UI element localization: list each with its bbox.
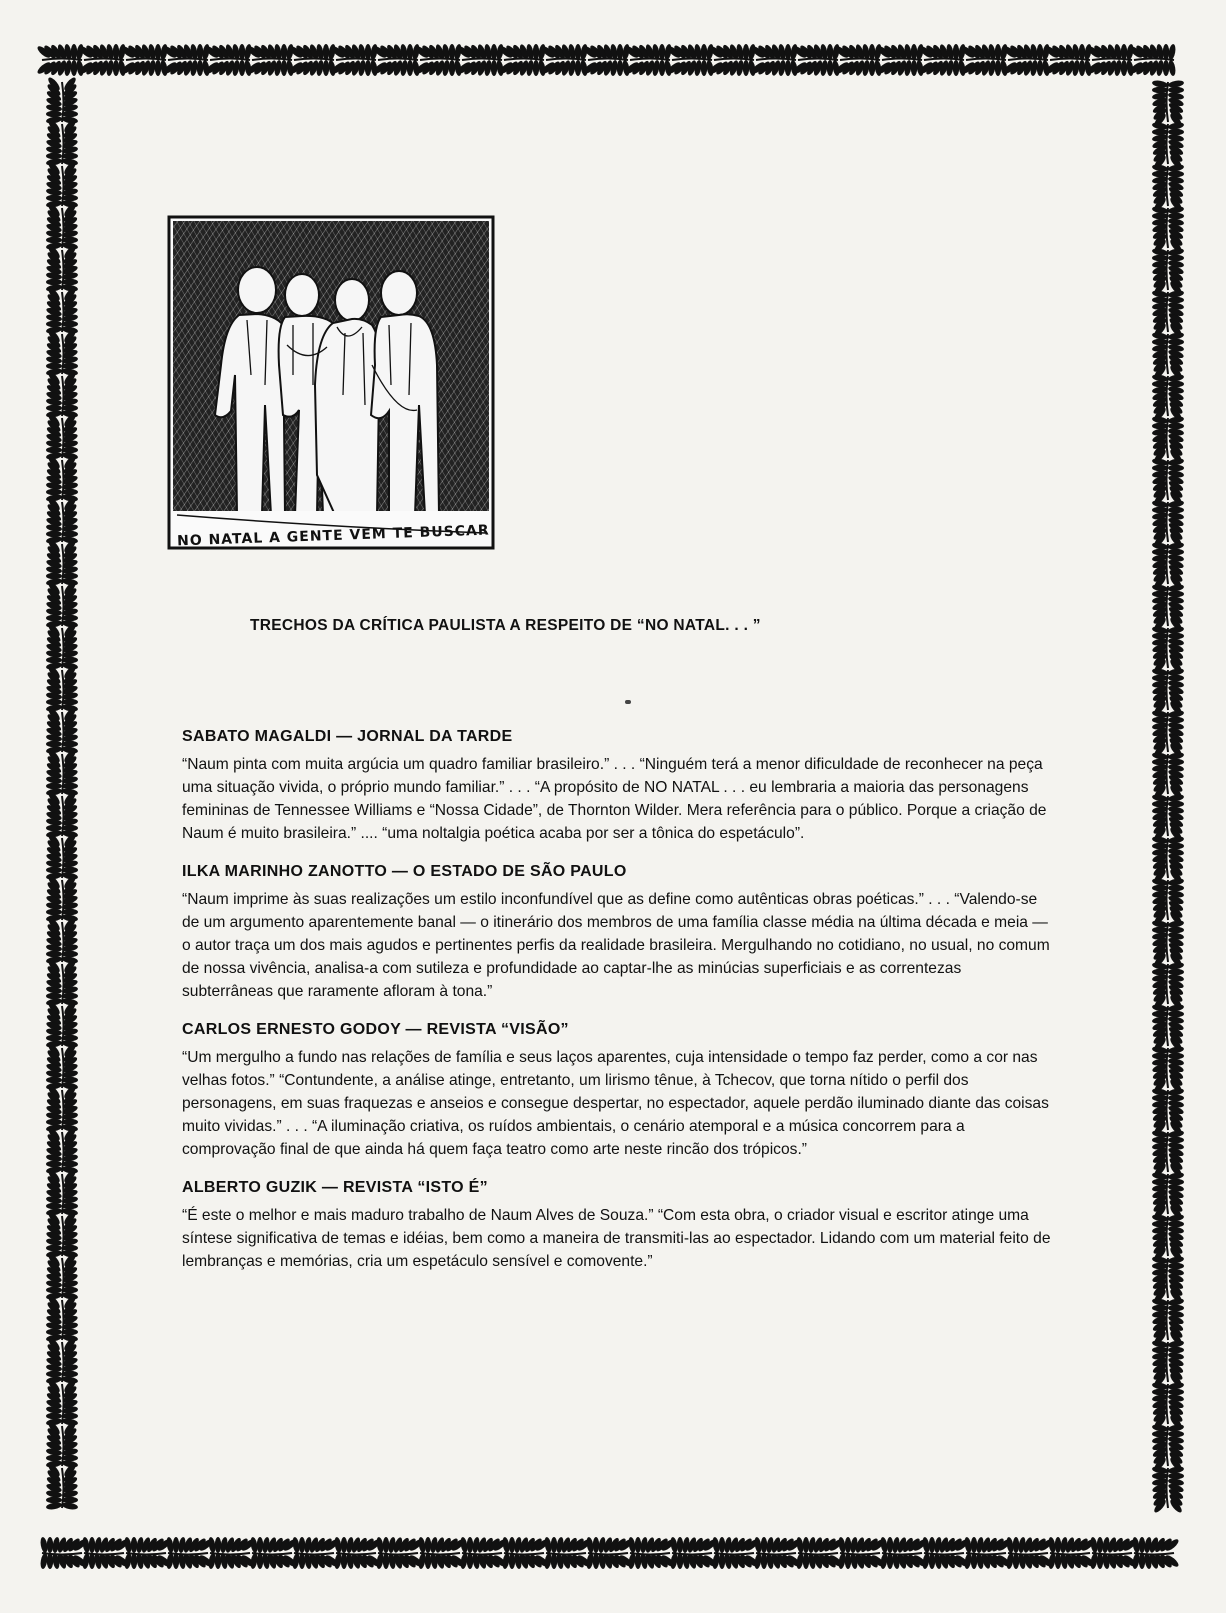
laurel-sprig [45,1336,78,1385]
laurel-sprig [1151,877,1184,926]
laurel-sprig [582,43,631,76]
laurel-sprig [45,538,78,587]
laurel-sprig [45,118,78,167]
laurel-sprig [1151,1003,1184,1052]
laurel-sprig [207,1536,256,1569]
review-quote: “Naum pinta com muita argúcia um quadro familiar brasileiro.” . . . “Ninguém terá a menor dificuldade de reconhecer na peça uma situação vivida, o próprio mundo familiar.” . . . “A propósito de NO NATAL . . . eu lembraria a maioria das personagens femininas de Tennessee Williams e “Nossa Cidade”, de Thornton Wilder. Mera referência para o público. Porque a criação de Naum é muito brasileira.” .... “uma noltalgia poética acaba por ser a tônica do espetáculo”. [182,756,1047,842]
laurel-sprig [666,43,715,76]
laurel-sprig [45,286,78,335]
laurel-sprig [879,1536,928,1569]
laurel-sprig [1151,121,1184,170]
laurel-sprig [1002,43,1051,76]
laurel-sprig [45,874,78,923]
laurel-sprig [45,832,78,881]
laurel-sprig [918,43,967,76]
laurel-sprig [1151,961,1184,1010]
laurel-sprig [45,1210,78,1259]
laurel-sprig [1151,625,1184,674]
laurel-sprig [246,43,295,76]
laurel-sprig [45,202,78,251]
laurel-sprig [1151,247,1184,296]
laurel-sprig [960,43,1009,76]
laurel-sprig [45,622,78,671]
laurel-sprig [750,43,799,76]
laurel-sprig [1089,1536,1138,1569]
laurel-sprig [1151,709,1184,758]
laurel-sprig [1151,1213,1184,1262]
laurel-sprig [1151,205,1184,254]
laurel-sprig [45,790,78,839]
laurel-sprig [1128,43,1177,76]
laurel-sprig [45,1000,78,1049]
laurel-sprig [45,160,78,209]
laurel-sprig [39,1536,88,1569]
laurel-sprig [162,43,211,76]
laurel-sprig [165,1536,214,1569]
review-quote: “Naum imprime às suas realizações um estilo inconfundível que as define como autênticas obras poéticas.” . . . “Valendo-se de um argumento aparentemente banal — o itinerário dos membros de uma família classe média na última década e meia — o autor traça um dos mais agudos e pertinentes perfis da realidade brasileira. Mergulhando no cotidiano, no usual, no comum de nossa vivência, analisa-a com sutileza e profundidade ao captar-lhe as minúcias superficiais e as correntezas subterrâneas que raramente afloram à tona.” [182,891,1050,1000]
laurel-sprig [585,1536,634,1569]
laurel-sprig [1151,1045,1184,1094]
critic-name: ALBERTO GUZIK — REVISTA “ISTO É” [182,1179,488,1196]
laurel-sprig [1151,499,1184,548]
laurel-sprig [1151,163,1184,212]
laurel-sprig [36,43,85,76]
laurel-sprig [1151,1297,1184,1346]
laurel-sprig [792,43,841,76]
laurel-sprig [1151,1129,1184,1178]
laurel-sprig [1151,331,1184,380]
laurel-sprig [45,1462,78,1511]
laurel-sprig [456,43,505,76]
laurel-sprig [1151,457,1184,506]
laurel-sprig [1047,1536,1096,1569]
laurel-sprig [78,43,127,76]
laurel-sprig [1151,289,1184,338]
laurel-sprig [291,1536,340,1569]
play-illustration [167,215,495,550]
laurel-sprig [921,1536,970,1569]
laurel-sprig [45,706,78,755]
laurel-sprig [708,43,757,76]
laurel-sprig [1151,793,1184,842]
laurel-sprig [501,1536,550,1569]
laurel-sprig [45,1168,78,1217]
laurel-sprig [45,664,78,713]
laurel-sprig [45,1126,78,1175]
laurel-sprig [123,1536,172,1569]
laurel-sprig [1151,1255,1184,1304]
laurel-sprig [45,244,78,293]
page-heading: TRECHOS DA CRÍTICA PAULISTA A RESPEITO DE “NO NATAL. . . ” [250,617,761,634]
laurel-sprig [45,1420,78,1469]
laurel-sprig [45,580,78,629]
laurel-sprig [375,1536,424,1569]
laurel-sprig [45,76,78,125]
four-figures-sketch-icon [167,215,495,550]
review-zanotto [182,863,1052,1003]
ink-mark [625,700,631,704]
laurel-sprig [45,328,78,377]
laurel-sprig [45,1084,78,1133]
laurel-sprig [834,43,883,76]
illustration-caption: NO NATAL A GENTE VEM TE BUSCAR [176,522,490,550]
laurel-sprig [711,1536,760,1569]
laurel-sprig [333,1536,382,1569]
laurel-sprig [1151,1381,1184,1430]
laurel-sprig [1151,583,1184,632]
laurel-sprig [624,43,673,76]
laurel-sprig [1151,79,1184,128]
laurel-sprig [45,454,78,503]
review-quote: “É este o melhor e mais maduro trabalho de Naum Alves de Souza.” “Com esta obra, o criador visual e escritor atinge uma síntese significativa de temas e idéias, bem como a maneira de transmiti-las ao espectador. Lidando com um material feito de lembranças e memórias, cria um espetáculo sensível e comovente.” [182,1207,1051,1270]
laurel-sprig [1005,1536,1054,1569]
laurel-sprig [627,1536,676,1569]
laurel-sprig [543,1536,592,1569]
laurel-sprig [837,1536,886,1569]
critic-name: SABATO MAGALDI — JORNAL DA TARDE [182,728,513,745]
laurel-sprig [669,1536,718,1569]
critic-name: CARLOS ERNESTO GODOY — REVISTA “VISÃO” [182,1021,569,1038]
laurel-sprig [45,1042,78,1091]
laurel-sprig [45,370,78,419]
laurel-sprig [1086,43,1135,76]
laurel-sprig [1151,1339,1184,1388]
laurel-sprig [45,496,78,545]
laurel-sprig [288,43,337,76]
laurel-sprig [1151,1087,1184,1136]
laurel-sprig [1151,373,1184,422]
laurel-sprig [45,412,78,461]
laurel-sprig [1151,1171,1184,1220]
laurel-sprig [45,1378,78,1427]
laurel-sprig [963,1536,1012,1569]
reviews-list [182,728,1052,1291]
laurel-sprig [45,1252,78,1301]
review-godoy [182,1021,1052,1161]
laurel-sprig [1151,919,1184,968]
laurel-sprig [1151,667,1184,716]
laurel-sprig [414,43,463,76]
laurel-sprig [249,1536,298,1569]
laurel-sprig [1131,1536,1180,1569]
laurel-sprig [498,43,547,76]
laurel-sprig [795,1536,844,1569]
laurel-sprig [81,1536,130,1569]
laurel-sprig [753,1536,802,1569]
laurel-sprig [372,43,421,76]
laurel-sprig [45,748,78,797]
laurel-sprig [540,43,589,76]
critic-name: ILKA MARINHO ZANOTTO — O ESTADO DE SÃO PAULO [182,863,627,880]
laurel-sprig [1151,835,1184,884]
laurel-sprig [459,1536,508,1569]
laurel-sprig [330,43,379,76]
laurel-sprig [1151,415,1184,464]
laurel-sprig [45,1294,78,1343]
laurel-sprig [876,43,925,76]
laurel-sprig [45,958,78,1007]
review-quote: “Um mergulho a fundo nas relações de família e seus laços aparentes, cuja intensidade o tempo faz perder, como a cor nas velhas fotos.” “Contundente, a análise atinge, entretanto, um lirismo tênue, à Tchecov, que torna nítido o perfil dos personagens, em suas fraquezas e anseios e consegue despertar, no espectador, aquele perdão iluminado diante das coisas muito vividas.” . . . “A iluminação criativa, os ruídos ambientais, o cenário atemporal e a música concorrem para a comprovação final de que ainda há quem faça teatro como arte neste rincão dos trópicos.” [182,1049,1049,1158]
laurel-sprig [45,916,78,965]
laurel-sprig [1151,541,1184,590]
review-magaldi [182,728,1052,845]
laurel-sprig [1151,1423,1184,1472]
laurel-sprig [204,43,253,76]
laurel-sprig [1151,751,1184,800]
review-guzik [182,1179,1052,1273]
laurel-sprig [417,1536,466,1569]
laurel-sprig [120,43,169,76]
laurel-sprig [1151,1465,1184,1514]
laurel-sprig [1044,43,1093,76]
